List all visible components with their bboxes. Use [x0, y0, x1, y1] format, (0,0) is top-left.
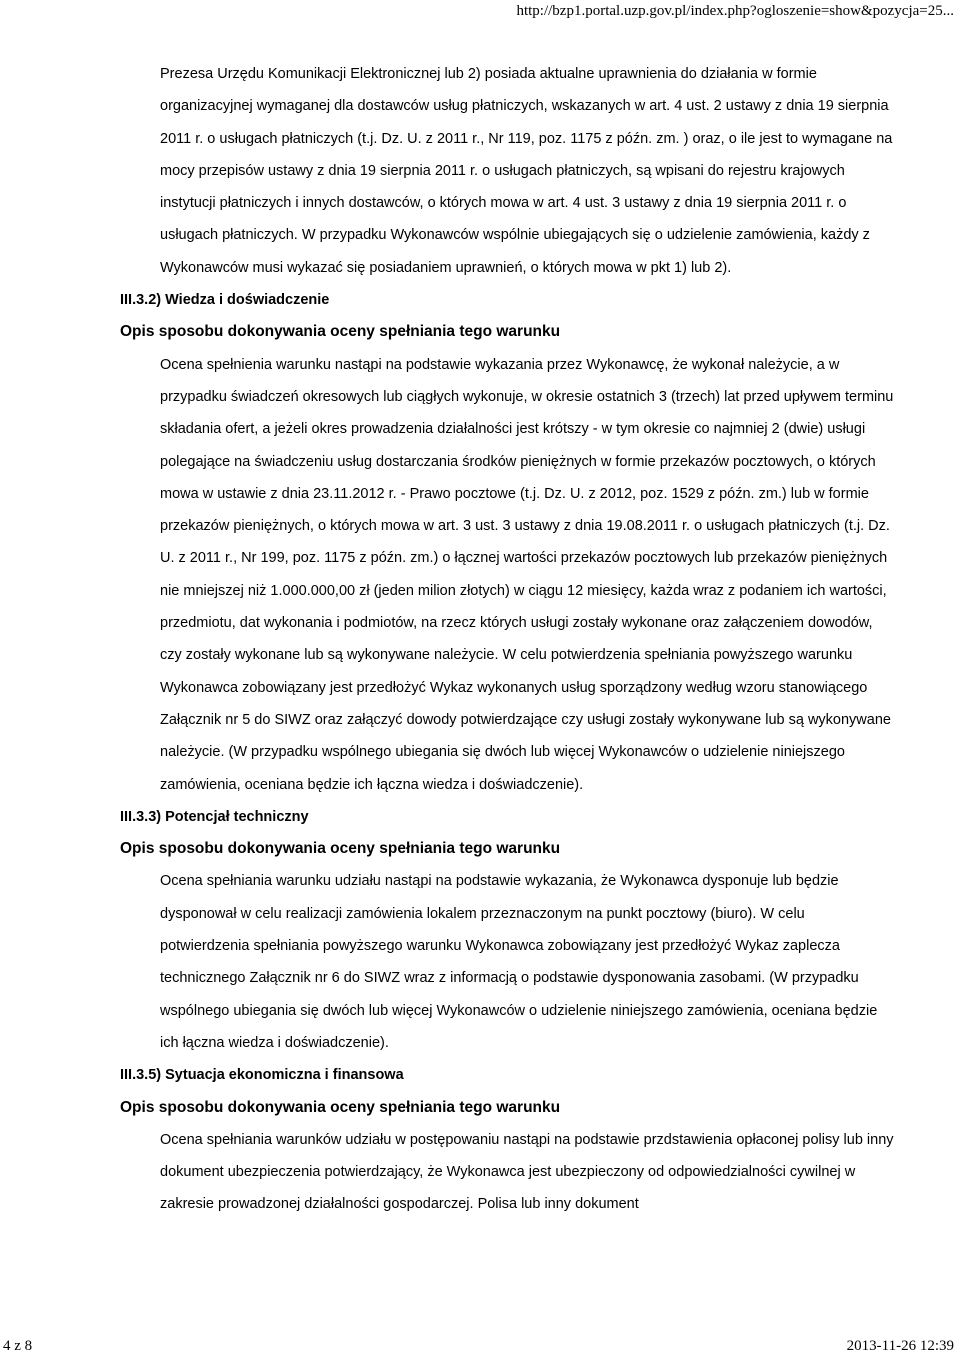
paragraph-intro: Prezesa Urzędu Komunikacji Elektronicznej lub 2) posiada aktualne uprawnienia do działania w formie organizacyjnej wymaganej dla dostawców usług płatniczych, wskazanych w art. 4 ust. 2 ustawy z dnia 19 sierpnia 2011 r. o usługach płatniczych (t.j. Dz. U. z 2011 r., Nr 119, poz. 1175 z późn. zm. ) oraz, o ile jest to wymagane na mocy przepisów ustawy z dnia 19 sierpnia 2011 r. o usługach płatniczych, są wpisani do rejestru krajowych instytucji płatniczych i innych dostawców, o których mowa w art. 4 ust. 3 ustawy z dnia 19 sierpnia 2011 r. o usługach płatniczych. W przypadku Wykonawców wspólnie ubiegających się o udzielenie zamówienia, każdy z Wykonawców musi wykazać się posiadaniem uprawnień, o których mowa w pkt 1) lub 2).	[160, 66, 893, 276]
section-subtitle-potencjal: Opis sposobu dokonywania oceny spełniania tego warunku	[120, 840, 561, 858]
section-title-wiedza: III.3.2) Wiedza i doświadczenie	[120, 292, 330, 309]
page-url: http://bzp1.portal.uzp.gov.pl/index.php?ogloszenie=show&pozycja=25...	[516, 3, 954, 19]
paragraph-wiedza: Ocena spełnienia warunku nastąpi na podstawie wykazania przez Wykonawcę, że wykonał należycie, a w przypadku świadczeń okresowych lub ciągłych wykonuje, w okresie ostatnich 3 (trzech) lat przed upływem terminu składania ofert, a jeżeli okres prowadzenia działalności jest krótszy - w tym okresie co najmniej 2 (dwie) usługi polegające na świadczeniu usług dostarczania środków pieniężnych w formie przekazów pocztowych, o których mowa w ustawie z dnia 23.11.2012 r. - Prawo pocztowe (t.j. Dz. U. z 2012, poz. 1529 z późn. zm.) lub w formie przekazów pieniężnych, o których mowa w art. 3 ust. 3 ustawy z dnia 19.08.2011 r. o usługach płatniczych (t.j. Dz. U. z 2011 r., Nr 199, poz. 1175 z późn. zm.) o łącznej wartości przekazów pocztowych lub przekazów pieniężnych nie mniejszej niż 1.000.000,00 zł (jeden milion złotych) w ciągu 12 miesięcy, każda wraz z podaniem ich wartości, przedmiotu, dat wykonania i podmiotów, na rzecz których usługi zostały wykonane oraz załączeniem dowodów, czy zostały wykonane lub są wykonywane należycie. W celu potwierdzenia spełniania powyższego warunku Wykonawca zobowiązany jest przedłożyć Wykaz wykonanych usług sporządzony według wzoru stanowiącego Załącznik nr 5 do SIWZ oraz załączyć dowody potwierdzające czy usługi zostały wykonywane lub są wykonywane należycie. (W przypadku wspólnego ubiegania się dwóch lub więcej Wykonawców o udzielenie niniejszego zamówienia, oceniana będzie ich łączna wiedza i doświadczenie).	[160, 356, 894, 793]
paragraph-sytuacja: Ocena spełniania warunków udziału w postępowaniu nastąpi na podstawie przdstawienia opłaconej polisy lub inny dokument ubezpieczenia potwierdzający, że Wykonawca jest ubezpieczony od odpowiedzialności cywilnej w zakresie prowadzonej działalności gospodarczej. Polisa lub inny dokument	[160, 1131, 894, 1213]
section-subtitle-sytuacja: Opis sposobu dokonywania oceny spełniania tego warunku	[120, 1098, 561, 1116]
document-body	[0, 58, 960, 1221]
section-subtitle-wiedza: Opis sposobu dokonywania oceny spełniania tego warunku	[120, 323, 561, 341]
page-number: 4 z 8	[3, 1338, 33, 1354]
print-datetime: 2013-11-26 12:39	[846, 1338, 954, 1354]
paragraph-potencjal: Ocena spełniania warunku udziału nastąpi na podstawie wykazania, że Wykonawca dysponuje lub będzie dysponował w celu realizacji zamówienia lokalem przeznaczonym na punkt pocztowy (biuro). W celu potwierdzenia spełniania powyższego warunku Wykonawca zobowiązany jest przedłożyć Wykaz zaplecza technicznego Załącznik nr 6 do SIWZ wraz z informacją o podstawie dysponowania zasobami. (W przypadku wspólnego ubiegania się dwóch lub więcej Wykonawców o udzielenie niniejszego zamówienia, oceniana będzie ich łączna wiedza i doświadczenie).	[160, 873, 878, 1051]
section-title-potencjal: III.3.3) Potencjał techniczny	[120, 808, 309, 825]
section-title-sytuacja: III.3.5) Sytuacja ekonomiczna i finansowa	[120, 1067, 404, 1084]
